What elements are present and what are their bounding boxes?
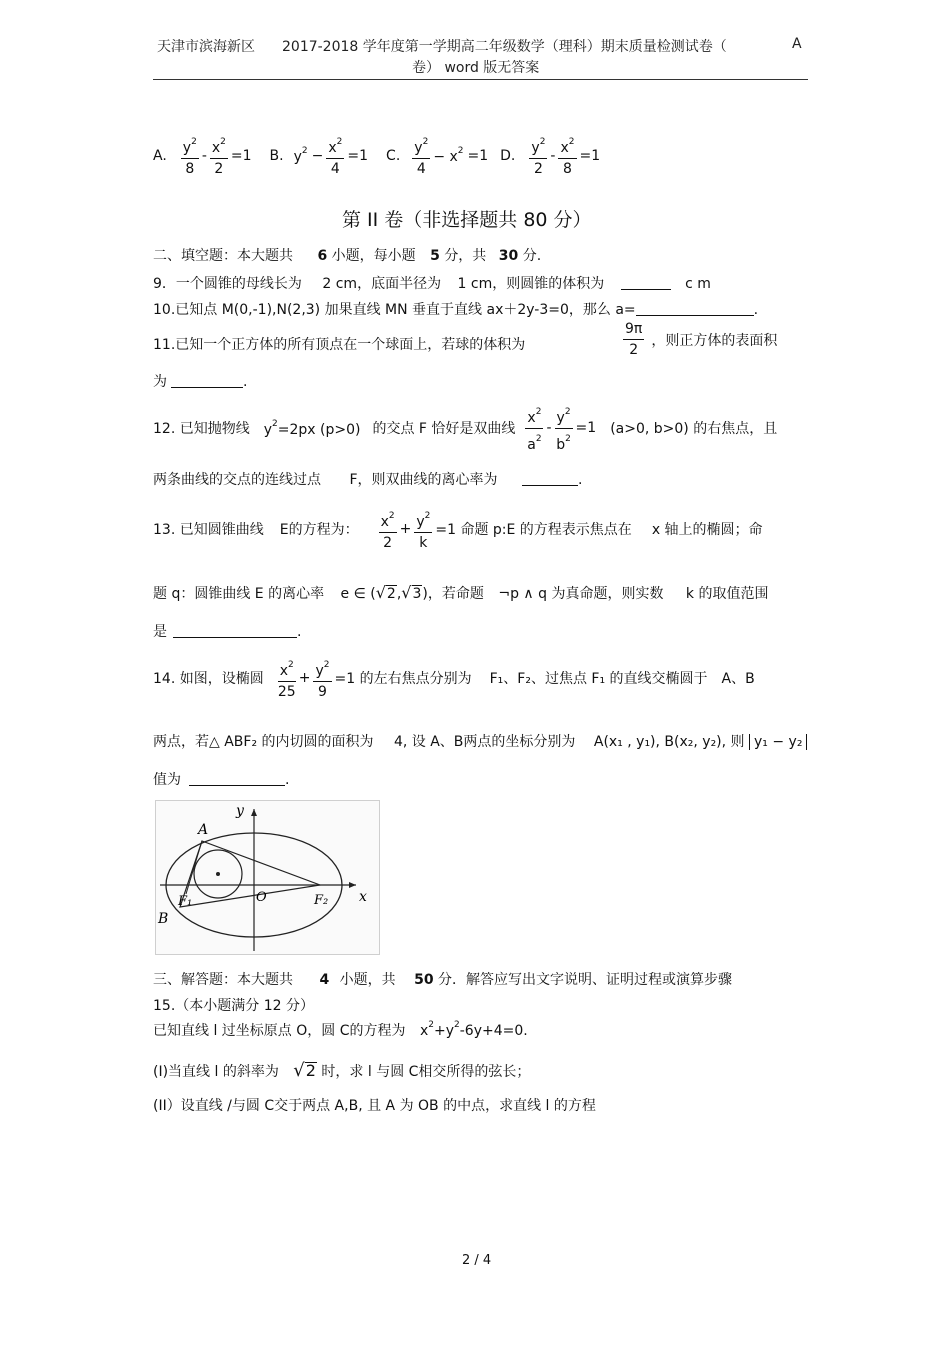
option-d-minus: - [550,147,556,164]
question-12: 12. 已知抛物线 $y^2=2px$ (p>0) 的交点 F 恰好是双曲线 $\frac{x^2}{a^2}$ - $\frac{y^2}{b^2}$ =1 (a>0, b>0) 的右焦点，且 [153,405,777,451]
page-number: 2 / 4 [462,1253,492,1268]
question-11-volume: $\frac{9\pi}{2}$ ，则正方体的表面积 [625,321,778,358]
question-11-line2: 为 . [153,374,248,390]
option-c-rhs: =1 [467,147,489,164]
label-a: A [198,822,209,838]
question-14-line3: 值为 . [153,772,290,788]
option-d-label: D. [500,147,516,164]
label-o: O [256,890,267,905]
option-a-label: A. [153,147,167,164]
q14-abs-value: y₁ − y₂ [749,734,807,750]
question-11-text: 11.已知一个正方体的所有顶点在一个球面上，若球的体积为 [153,337,526,353]
question-15-head: 15.（本小题满分 12 分） [153,998,314,1014]
header-line1-left: 天津市滨海新区 [157,39,255,55]
q11-answer-blank[interactable] [171,373,243,388]
question-13-line3: 是 . [153,624,302,640]
question-10: 10.已知点 M(0,-1),N(2,3) 加果直线 MN 垂直于直线 ax＋2y-3=0，那么 a= . [153,302,759,318]
question-13: 13. 已知圆锥曲线 E的方程为： $\frac{x^2}{2}$ + $\frac{y^2}{k}$ =1 命题 p:E 的方程表示焦点在 x 轴上的椭圆；命 [153,506,763,552]
question-15-stem: 已知直线 l 过坐标原点 O，圆 C的方程为 $x^2+y^2-6y+4=0$. [153,1020,528,1039]
option-b-minus: − [311,147,324,164]
option-d-frac2: $\frac{x^2}{8}$ [558,133,576,178]
option-b-pre: $y^2$ [293,146,308,165]
option-c-label: C. [386,147,401,164]
ellipse-figure [155,800,380,955]
question-15-part2: (II）设直线 /与圆 C交于两点 A,B, 且 A 为 OB 的中点，求直线 l 的方程 [153,1098,596,1114]
header-rule [153,79,808,80]
question-13-line2: 题 q：圆锥曲线 E 的离心率 e ∈ (√2,√3)，若命题 ¬p ∧ q 为真命题，则实数 k 的取值范围 [153,583,769,602]
question-9: 9．一个圆锥的母线长为 2 cm，底面半径为 1 cm，则圆锥的体积为 c m [153,276,711,292]
q14-answer-blank[interactable] [189,771,285,786]
option-b-rhs: =1 [347,147,369,164]
section2-title: 第 II 卷（非选择题共 80 分） [342,209,592,231]
option-b-frac: $\frac{x^2}{4}$ [326,133,344,178]
x-axis-arrow [349,882,356,888]
section2-intro: 二、填空题：本大题共 6 小题，每小题 5 分，共 30 分. [153,248,542,264]
question-15-part1: (I)当直线 l 的斜率为 √2 时，求 l 与圆 C相交所得的弦长； [153,1060,531,1081]
header-line1-right: A [792,36,802,52]
ellipse-diagram [156,801,379,954]
triangle-abf2 [180,841,320,907]
section3-intro: 三、解答题：本大题共 4 小题，共 50 分．解答应写出文字说明、证明过程或演算步骤 [153,972,733,988]
option-b-label: B. [269,147,284,164]
option-c-post: − $x^2$ [433,146,464,165]
header-line2: 卷） word 版无答案 [412,60,540,76]
chord-f1-a [186,841,202,894]
option-d-rhs: =1 [579,147,601,164]
option-a-frac1: $\frac{y^2}{8}$ [181,133,199,178]
option-d-frac1: $\frac{y^2}{2}$ [529,133,547,178]
answer-options [153,133,600,178]
option-a-frac2: $\frac{x^2}{2}$ [210,133,228,178]
question-14: 14. 如图，设椭圆 $\frac{x^2}{25}$ + $\frac{y^2}{9}$ =1 的左右焦点分别为 F₁、F₂、过焦点 F₁ 的直线交椭圆于 A、B [153,655,755,701]
q12-answer-blank[interactable] [522,471,578,486]
option-c-frac: $\frac{y^2}{4}$ [412,133,430,178]
q9-answer-blank[interactable] [621,275,671,290]
question-12-line2: 两条曲线的交点的连线过点 F，则双曲线的离心率为 . [153,472,583,488]
incircle-center [216,872,220,876]
header-line1-mid: 2017-2018 学年度第一学期高二年级数学（理科）期末质量检测试卷（ [282,39,727,55]
option-a-rhs: =1 [230,147,252,164]
q13-answer-blank[interactable] [173,623,297,638]
y-axis-arrow [251,809,257,816]
label-b: B [158,911,169,927]
label-f2: F₂ [314,893,329,908]
label-f1: F₁ [178,894,193,909]
option-a-minus: - [201,147,207,164]
label-x: x [359,889,367,905]
q10-answer-blank[interactable] [636,301,754,316]
label-y: y [236,803,244,819]
question-14-line2: 两点，若△ ABF₂ 的内切圆的面积为 4, 设 A、B两点的坐标分别为 A(x₁ , y₁), B(x₂, y₂), 则 y₁ − y₂ [153,731,807,751]
